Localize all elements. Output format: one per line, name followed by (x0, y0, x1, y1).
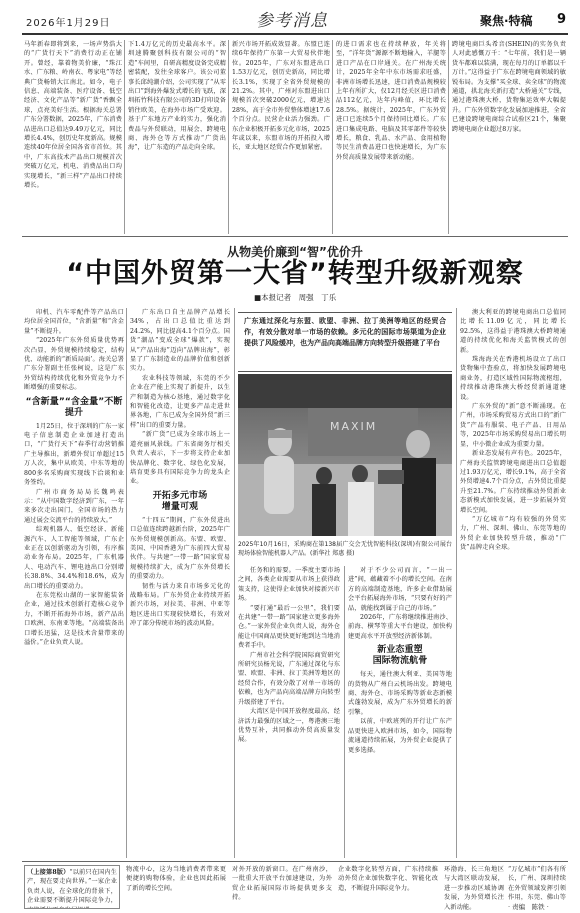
body-paragraph: 在东莞松山湖的一家智能装备企业，通过技术创新打造核心竞争力，不断开拓海外市场，新产品出口欧洲、东南亚等地。“高端装备出口增长迅猛，这是技术含量带来的溢价。”企业负责人说。 (24, 591, 124, 646)
page-header (0, 0, 580, 36)
body-paragraph: 对于不少公司而言，“一出一进”间，蕴藏着不小的增长空间。在南方的高端制造基地，许多企业借助展会平台拓展海外市场，“只要有好的产品，就能找到属于自己的市场。” (348, 567, 452, 612)
section-name: 聚焦·特稿 (480, 14, 533, 28)
body-paragraph: “新广货”已成为全球市场上一道亮丽风景线。广东省商务厅相关负责人表示，下一步将支持企业加快品牌化、数字化、绿色化发展，培育更多具有国际竞争力的龙头企业。 (130, 431, 230, 486)
bottom-column-5: “万亿城市”们各有所长，广州、深圳持续在外贸领域发挥引领作用，东莞、佛山等 (508, 866, 566, 901)
bottom-column-4: 环渤海、长三角地区与大湾区联动发展，进一步推动区域协调发展，为外贸增长注入新动能。 (444, 866, 504, 911)
body-paragraph: “2025年广东外贸质量优势再次凸显，外贸规模持续稳定，结构优、动能新的“新质局面’。海关总署广东分署副主任张柯说，这是广东外贸结构持续优化和外贸竞争力不断增强的重要标志。 (24, 337, 124, 392)
news-photo (238, 374, 452, 536)
body-paragraph: 印机、汽车零配件等产品出口均位居全国首位，“含新量”和“含金量”不断提升。 (24, 309, 124, 335)
editor-credit: · 责编 陈铁 · (508, 903, 549, 911)
continuation-note: （上接第8版） (27, 869, 70, 876)
body-column-5 (460, 308, 566, 858)
photo-graphic (238, 374, 452, 536)
top-column-1: 马年新春即将到来，一场声势浩大的“广货行天下”消费行动正在铺开。曾经，靠着物美价廉，“珠江水、广东粮、岭南衣、粤家电”等经典广货畅销大江南北。如今，电子信息、高端装备、医疗设备、低空经济、文化产品等“新广货”香飘全球，点亮美好生活。根据海关总署广东分署数据，2025年，广东消费品进出口总值达9.49万亿元，同比增长4.4%，创历史年度新高。规模连续40年位居全国各省市首位。其中，广东高技术产品出口规模首次突破万亿元，机电、消费品出口均实现增长，“新三样”产品出口持续增长。 (24, 41, 122, 190)
continuation-text: “以前只在国内生产，现在要走向世界。”一家企业负责人说，在全球化的背景下，企业需要不断提升国际竞争力， (27, 869, 117, 905)
body-paragraph: 以前，中欧班列的开行让广东产品更快进入欧洲市场，如今，国际物流通道持续拓展，为外贸企业提供了更多选择。 (348, 718, 452, 754)
body-column-2 (130, 308, 230, 858)
section-subheading: “含新量”“含金量”不断提升 (25, 396, 123, 418)
byline: ■本报记者 周强 丁乐 (254, 293, 337, 302)
body-paragraph: 综观机器人、低空经济、新能源汽车、人工智能等领域，广东企业正在以创新驱动为引领，有序推动业务布局。2025年，广东机器人、电动汽车、锂电池出口分别增长38.8%、34.4%和18.6%，成为出口增长的重要动力。 (24, 526, 124, 590)
headline-title: “中国外贸第一大省”转型升级新观察 (66, 258, 524, 289)
body-paragraph: 农业科技等领域，东莞的不少企业在产能上实现了新提升，以生产和制造为核心基地，通过数字化和智能化改造，让更多产品走进世界各地，广东已成为全国外贸“新三样”出口的重要力量。 (130, 374, 230, 429)
bottom-left-box (24, 865, 120, 909)
body-paragraph: 广州市社会科学院国际商贸研究所研究员杨光说，广东通过深化与东盟、欧盟、非洲、拉丁美洲等地区的经贸合作，有效分散了对单一市场的依赖，也为产品向高端品牌方向转型升级搭建了平台。 (238, 651, 340, 706)
body-paragraph: 1月25日，位于深圳的广东一家电子信息制造企业加速打造出口，“广货行天下”春季行动营销推广主导推出，新增外贸订单超过15万人次，集中从欧美、中东等地的800多名采购商实现线下洽谈和业务签约。 (24, 422, 124, 487)
photo-caption: 2025年10月16日，采购商在第138届广交会无忧智能科技(深圳)有限公司展台现场体验智能机器人产品。(新华社 郑惠 摄) (238, 541, 452, 557)
body-paragraph: “十四五”期间，广东外贸进出口总值连续跨越新台阶，2025年广东外贸规模创新高。东盟、欧盟、美国、中国香港为广东前四大贸易伙伴。与共建“一带一路”国家贸易规模持续扩大，成为广东外贸增长的重要动力。 (130, 516, 230, 581)
body-paragraph: 广州市商务局局长魏鸣表示：“从中国数字经济到广东，一年来多次走出国门，全国市场的热力通过展会交流平台的持续放大。” (24, 488, 124, 524)
bottom-column-3: 企业数字化转型方面，广东持续推动外贸企业加快数字化、智能化改造，不断提升国际竞争力。 (338, 866, 438, 892)
body-paragraph: 韧性与活力来自市场多元化的战略布局。广东外贸企业持续开拓新兴市场，对拉美、非洲、中亚等地区进出口实现较快增长，有效对冲了部分传统市场的波动风险。 (130, 582, 230, 628)
top-column-2: 下1.4万亿元的历史最高水平。深圳速腾聚创科技有限公司的“智造”车间里，自研高精度设备完成精密装配，发往全球客户。该公司董事长邱纯潮介绍，公司实现了“从零出口”到海外爆发式增长的飞跃，深圳拓竹科技有限公司的3D打印设备销往欧美，在海外市场广受欢迎。基于广东地方产业的实力，强化消费品与外贸联动，用展会、跨境电商、海外仓等方式推动“广货出海”，让广东造的产品走向全球。 (128, 41, 226, 152)
top-column-5: 跨境电商巨头希音(SHEIN)的实务负责人对此感慨万千：“七年前，我们是一辆货车都难以装满，现在每月的订单都以千万计。”这得益于广东在跨境电商领域的敏锐布局。为支撑“买全球、卖全球”的物流通道，拱北海关新打造“大桥通关”专线，通过港珠澳大桥，货物集运效率大幅提升。广东外贸数字化发展加速推进，全省已建设跨境电商综合试验区21个，集聚跨境电商企业超过8万家。 (452, 41, 566, 133)
bottom-column-1: 物流中心，这为当地消费者带来更便捷的购物体验，企业也因此拓展了新的增长空间。 (126, 866, 226, 892)
summary-box (238, 312, 452, 372)
body-paragraph: 广东外贸的“新”意不断涌现。在广州，市场采购贸易方式出口的“新广货”产品有服装、电子产品、日用品等，2025年市场采购贸易出口增长明显，中小微企业成为重要力量。 (460, 403, 566, 448)
header-rule (22, 33, 568, 35)
bottom-column-2: 对外开放的新窗口。在广州南沙，一批重大开放平台加速建设，为外贸企业拓展国际市场提供更多支持。 (232, 866, 332, 902)
section-subheading: 新业态重塑 国际物流航骨 (372, 645, 428, 667)
body-paragraph: 澳大利亚的跨境电商出口总值同比增长11.09亿元，同比增长92.5%，这得益于港珠澳大桥跨境通道的持续优化和海关监管模式的创新。 (460, 309, 566, 354)
masthead: 参考消息 (256, 11, 328, 31)
body-paragraph: “万亿城市”均有较强的外贸实力，广州、深圳、佛山、东莞等地的外贸企业加快转型升级，推动“广货”品牌走向全球。 (460, 515, 566, 552)
body-column-1 (24, 308, 124, 858)
top-column-3: 新兴市场开拓成效显著。东盟已连续6年保持广东第一大贸易伙伴地位。2025年，广东对东盟进出口1.53万亿元，创历史新高，同比增长3.1%，实现了全省外贸规模的21.2%。其中，广州对东盟进出口规模首次突破2000亿元，增速达28%，高于全市外贸整体增速17.6个百分点。民营企业活力强劲。广东企业积极开拓多元化市场，2025年或以来，东盟市场的开拓投入增长，亚太地区经贸合作更加紧密。 (232, 41, 330, 152)
page-number: 9 (557, 12, 567, 27)
body-paragraph: 新业态发展有声有色。2025年，广州海关监管跨境电商进出口总值超过1.93万亿元，增长9.1%，高于全省外贸增速4.7个百分点，占外贸比重提升至21.7%。广东持续推动外贸新业态新模式加快发展，进一步拓展外贸增长空间。 (460, 450, 566, 514)
summary-text: 广东通过深化与东盟、欧盟、非洲、拉丁美洲等地区的经贸合作，有效分散对单一市场的依赖。多元化的国际市场渠道为企业提供了风险缓冲，也为产品向高端品牌方向转型升级搭建了平台 (244, 317, 446, 347)
body-paragraph: 每天，通往澳大利亚、美国等地的货物从广州白云机场出发。跨境电商、海外仓、市场采购等新业态新模式蓬勃发展，成为广东外贸增长的新引擎。 (348, 671, 452, 716)
body-paragraph: 2026年，广东将继续推进南沙、前海、横琴等重大平台建设，加快构建更高水平开放型经济新体制。 (348, 614, 452, 640)
section-subheading: 开拓多元市场 增量可观 (152, 490, 208, 512)
body-paragraph: “要打通“最后一公里”，我们要在共建“一带一路”国家建立更多海外仓。”一家外贸企业负责人说，海外仓能让中国商品更快更好地到达当地消费者手中。 (238, 604, 340, 650)
headline-kicker: 从物美价廉到“智”优价升 (227, 245, 363, 259)
body-paragraph: 广东出口自主品牌产品增长34%，占出口总值比重达到24.2%，同比提高4.1个百分点。国货“潮品”变成全球“爆款”，实现从“产品出海”迈向“品牌出海”，彰显了广东制造业的品牌价值和创新实力。 (130, 309, 230, 373)
issue-date: 2026年1月29日 (26, 18, 111, 29)
body-paragraph: 任务和的需要。一季度主要市场之间，各类企业需要从市场上获得政策支持，这使得企业加快对接新兴市场。 (238, 567, 340, 603)
headline-block (22, 236, 568, 304)
body-column-3 (238, 566, 340, 858)
top-column-4: 的进口需求也在持续释放，年关将至，“洋年货”源源不断地输入，羊腿等进口产品在口岸通关。在广州海关统计，2025年全年中东市场需求旺盛，非洲市场增长迅速，进口消费品规模较上年有所扩大，仅12月经关区进口消费品112亿元，达年内峰值，环比增长28.5%。据统计，2025年，广东外贸进口已连续5个月保持同比增长。广东进口集成电路、电脑及其零部件等较快增长，粮食、乳品、水产品、食用植物等民生消费品进口也快速增长，为广东外贸高质量发展带来新动能。 (336, 41, 446, 161)
body-paragraph: 珠海海关在香港机场设立了出口货物集中查验点，将加快发展跨境电商业务，打造区域性国际物流枢纽，持续推动港珠澳大桥经贸新通道建设。 (460, 356, 566, 401)
photo-sign-text: MAXIM (330, 420, 378, 433)
body-paragraph: 大湾区是中国开放程度最高、经济活力最强的区域之一，粤港澳三地优势互补，共同推动外贸高质量发展。 (238, 708, 340, 744)
body-column-4 (348, 566, 452, 858)
